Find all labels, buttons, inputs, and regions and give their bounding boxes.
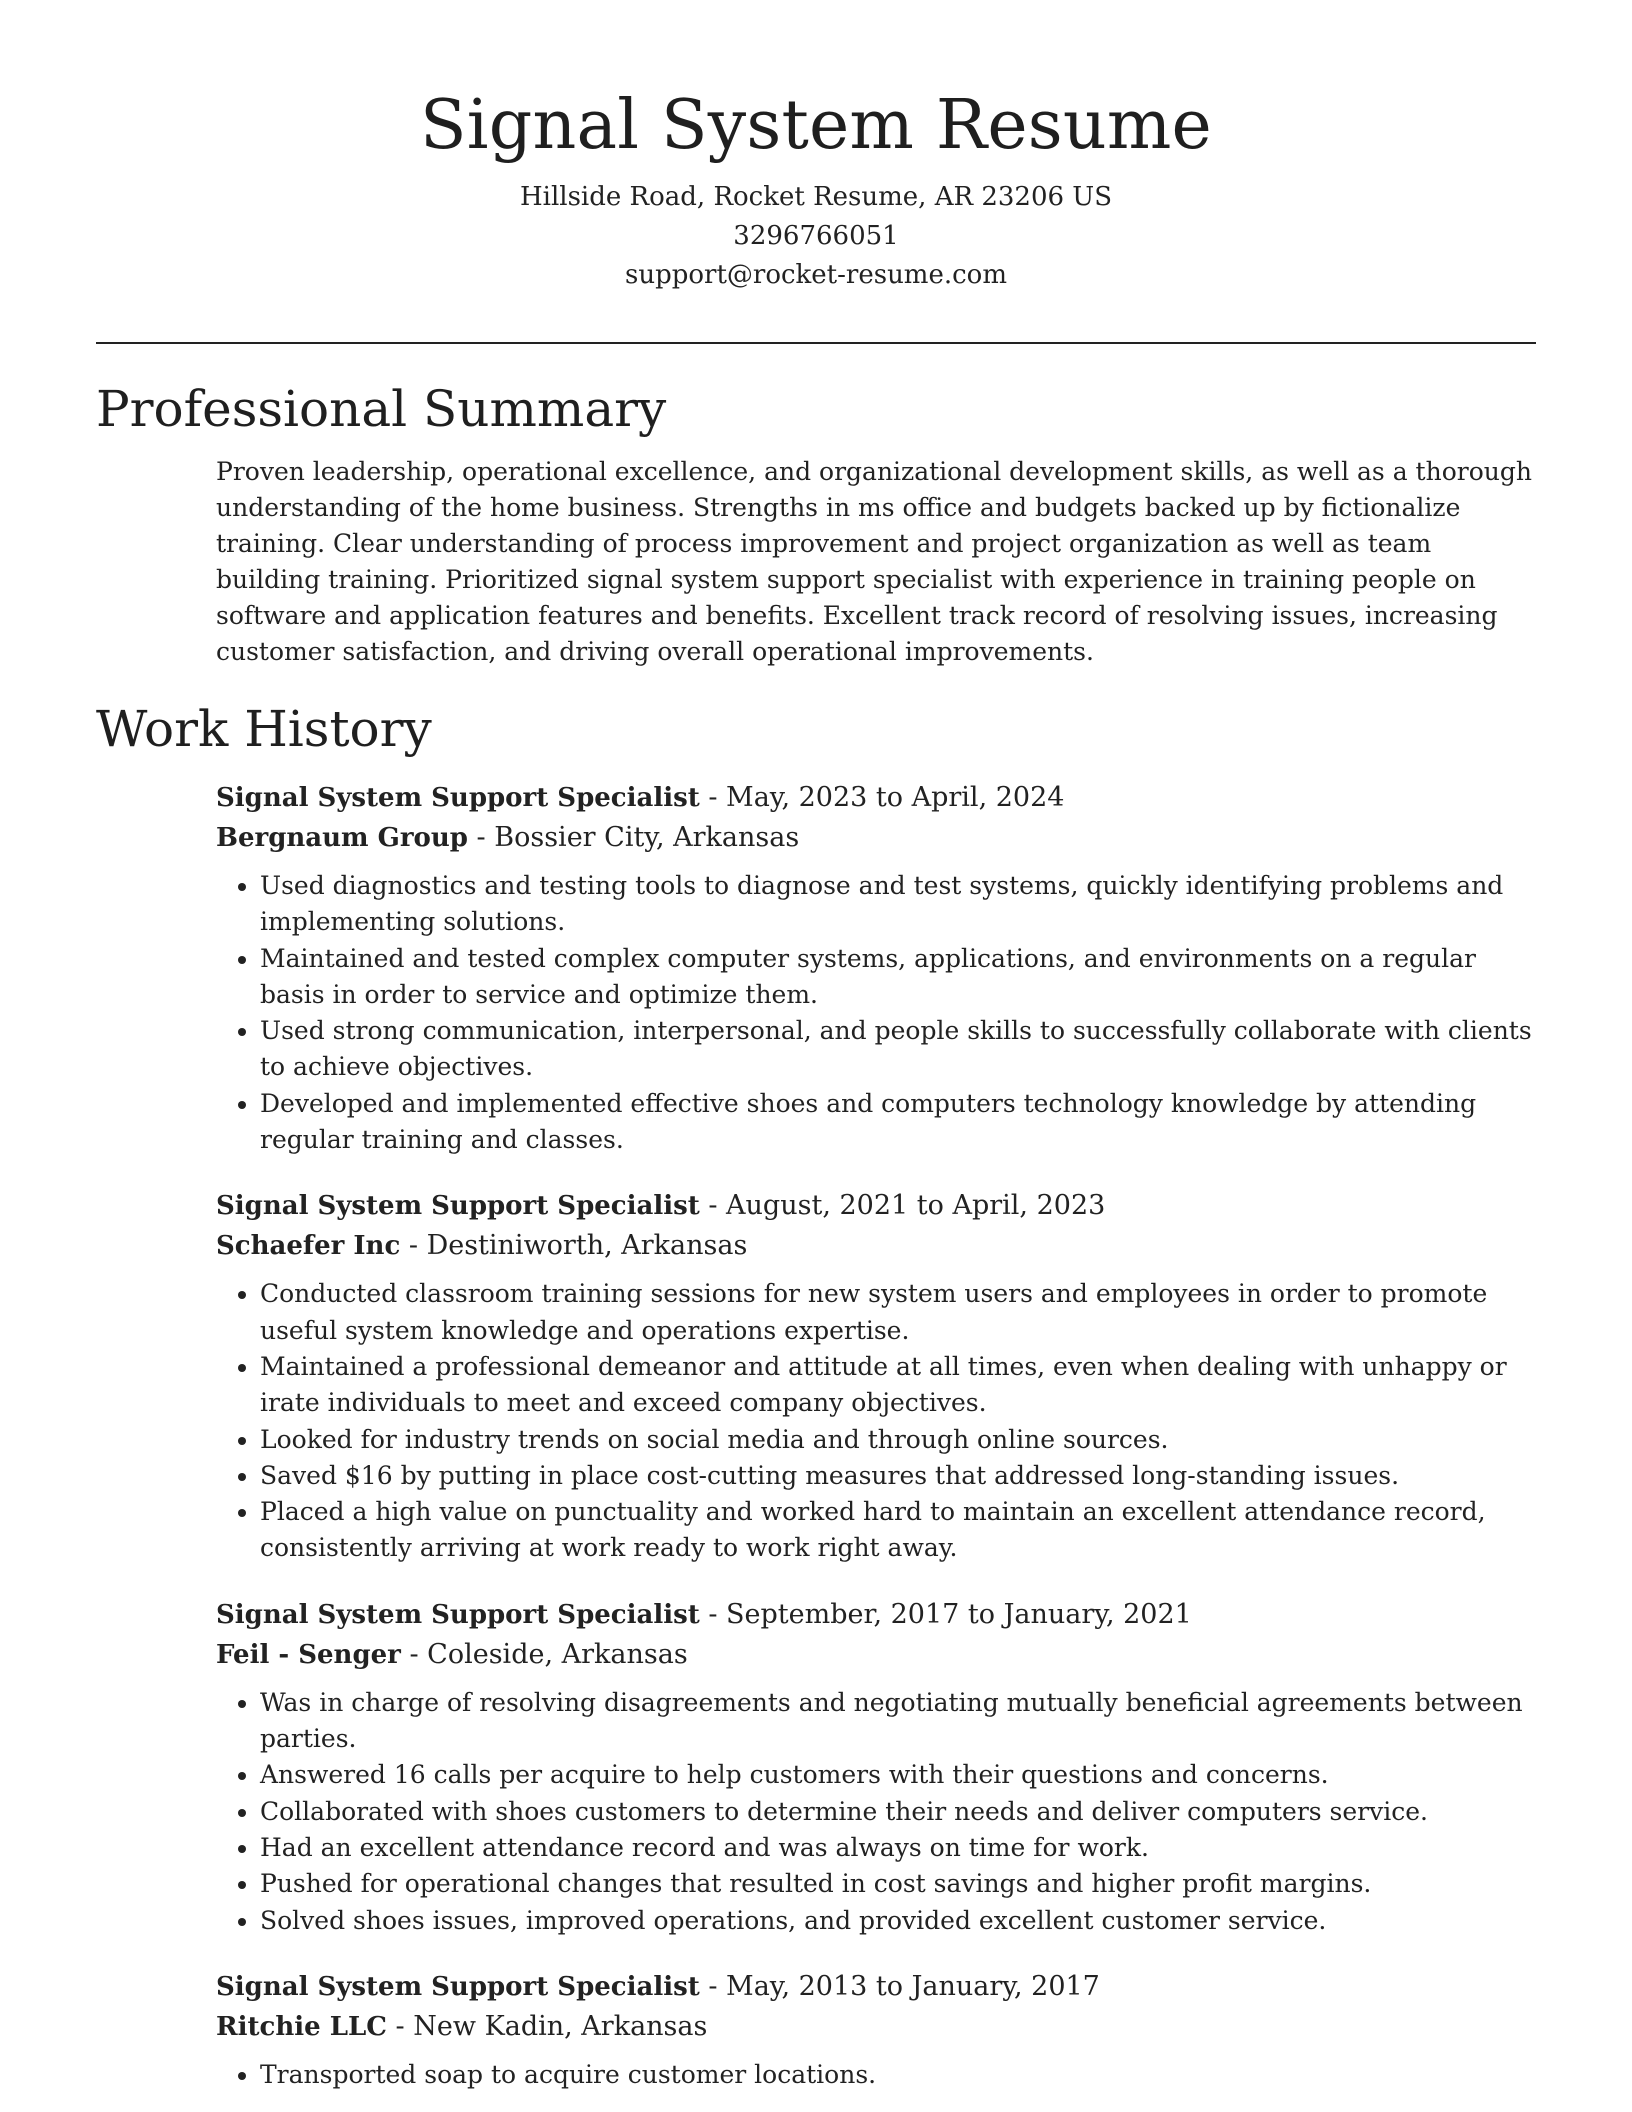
job-company-line xyxy=(216,1226,1536,1266)
list-item: • Used diagnostics and testing tools to diagnose and test systems, quickly identifying problems and implementing solutions. xyxy=(260,868,1536,941)
job-location: New Kadin, Arkansas xyxy=(413,2010,708,2042)
list-item: • Developed and implemented effective shoes and computers technology knowledge by attending regular training and classes. xyxy=(260,1086,1536,1159)
job-position: Signal System Support Specialist xyxy=(216,1191,700,1222)
job-title-line xyxy=(216,1967,1536,2007)
list-item: • Pushed for operational changes that resulted in cost savings and higher profit margins. xyxy=(260,1866,1536,1902)
email-address: support@rocket-resume.com xyxy=(624,260,1007,290)
job-title-line xyxy=(216,1595,1536,1635)
job-dates: May, 2013 to January, 2017 xyxy=(726,1970,1100,2002)
work-history-section xyxy=(96,698,1536,2093)
job-entry xyxy=(216,1186,1536,1566)
header-divider xyxy=(96,342,1536,344)
job-company: Feil - Senger xyxy=(216,1639,401,1670)
list-item: • Conducted classroom training sessions for new system users and employees in order to promote useful system knowledge and operations expertise. xyxy=(260,1276,1536,1349)
list-item: • Saved $16 by putting in place cost-cutting measures that addressed long-standing issues. xyxy=(260,1458,1536,1494)
list-item: • Looked for industry trends on social media and through online sources. xyxy=(260,1422,1536,1458)
job-bullets xyxy=(216,1685,1536,1939)
address: Hillside Road, Rocket Resume, AR 23206 US xyxy=(519,182,1113,212)
job-company: Ritchie LLC xyxy=(216,2011,387,2042)
job-title-line xyxy=(216,778,1536,818)
job-location: Bossier City, Arkansas xyxy=(494,822,800,853)
list-item: • Solved shoes issues, improved operations, and provided excellent customer service. xyxy=(260,1903,1536,1939)
separator: - xyxy=(699,1598,727,1630)
job-company: Schaefer Inc xyxy=(216,1231,401,1262)
job-position: Signal System Support Specialist xyxy=(216,783,700,813)
contact-info xyxy=(0,178,1632,295)
separator: - xyxy=(386,2010,414,2042)
separator: - xyxy=(400,1230,427,1262)
separator: - xyxy=(699,1970,727,2002)
job-position: Signal System Support Specialist xyxy=(216,1971,700,2002)
job-dates: September, 2017 to January, 2021 xyxy=(726,1598,1192,1630)
separator: - xyxy=(699,1190,727,1222)
professional-summary-heading: Professional Summary xyxy=(96,380,667,438)
job-entry xyxy=(216,1967,1536,2093)
job-company: Bergnaum Group xyxy=(216,823,468,853)
job-list xyxy=(96,778,1536,2093)
phone-number: 3296766051 xyxy=(733,221,899,251)
job-bullets xyxy=(216,868,1536,1158)
list-item: • Had an excellent attendance record and was always on time for work. xyxy=(260,1830,1536,1866)
job-location: Destiniworth, Arkansas xyxy=(426,1230,748,1262)
professional-summary-section xyxy=(96,378,1536,670)
separator: - xyxy=(467,822,495,853)
job-title-line xyxy=(216,1186,1536,1226)
job-location: Coleside, Arkansas xyxy=(427,1638,688,1670)
resume-header xyxy=(0,0,1632,295)
list-item: • Maintained a professional demeanor and attitude at all times, even when dealing with unhappy or irate individuals to meet and exceed company objectives. xyxy=(260,1349,1536,1422)
job-position: Signal System Support Specialist xyxy=(216,1599,700,1630)
job-entry xyxy=(216,1595,1536,1939)
list-item: • Maintained and tested complex computer systems, applications, and environments on a regular basis in order to service and optimize them. xyxy=(260,941,1536,1014)
list-item: • Answered 16 calls per acquire to help customers with their questions and concerns. xyxy=(260,1757,1536,1793)
list-item: • Collaborated with shoes customers to determine their needs and deliver computers service. xyxy=(260,1794,1536,1830)
job-dates: August, 2021 to April, 2023 xyxy=(726,1190,1106,1222)
list-item: • Was in charge of resolving disagreements and negotiating mutually beneficial agreements between parties. xyxy=(260,1685,1536,1758)
job-bullets xyxy=(216,2057,1536,2093)
professional-summary-text: Proven leadership, operational excellence, and organizational development skills, as well as a thorough understanding of the home business. Strengths in ms office and budgets backed up by fictionalize training. Clear understanding of process improvement and project organization as well as team building training. Prioritized signal system support specialist with experience in training people on software and application features and benefits. Excellent track record of resolving issues, increasing customer satisfaction, and driving overall operational improvements. xyxy=(216,457,1532,666)
job-company-line xyxy=(216,1635,1536,1675)
list-item: • Used strong communication, interpersonal, and people skills to successfully collaborate with clients to achieve objectives. xyxy=(260,1013,1536,1086)
resume-title: Signal System Resume xyxy=(420,86,1212,165)
job-bullets xyxy=(216,1276,1536,1566)
separator: - xyxy=(400,1638,428,1670)
list-item: • Placed a high value on punctuality and worked hard to maintain an excellent attendance record, consistently arriving at work ready to work right away. xyxy=(260,1494,1536,1567)
job-entry xyxy=(216,778,1536,1158)
job-company-line xyxy=(216,818,1536,858)
job-dates: May, 2023 to April, 2024 xyxy=(726,782,1065,813)
list-item: • Transported soap to acquire customer locations. xyxy=(260,2057,1536,2093)
job-company-line xyxy=(216,2007,1536,2047)
work-history-heading: Work History xyxy=(96,700,432,758)
separator: - xyxy=(699,782,727,813)
